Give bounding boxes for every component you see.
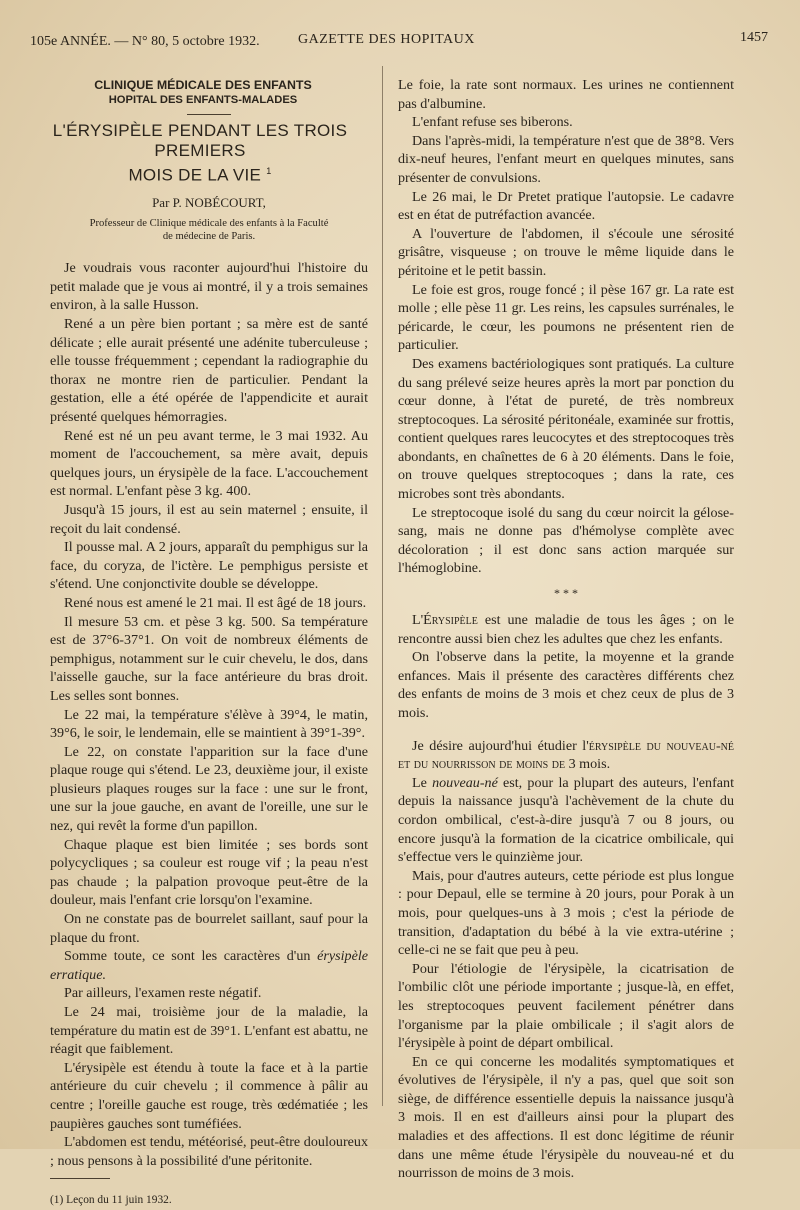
paragraph: L'enfant refuse ses biberons. <box>412 114 573 131</box>
paragraph: René a un père bien portant ; sa mère est de santé délicate ; elle aurait présenté une adénite tuberculeuse ; elle tousse fréquemment ; cependant la radiographie du thorax ne montre rien de particulier. Pendant la gestation, elle a été opérée de l'appendicite et aurait présenté quelques hémorragies. <box>50 316 368 425</box>
paragraph: Le streptocoque isolé du sang du cœur noircit la gélose-sang, mais ne donne pas d'hémolyse complète avec décoloration ; il est donc sans action marquée sur l'hémoglobine. <box>398 504 734 577</box>
paragraph: Le foie est gros, rouge foncé ; il pèse 167 gr. La rate est molle ; elle pèse 11 gr. Les reins, les capsules surrénales, le péricarde, le cœur, les poumons ne présentent rien de particulier. <box>398 281 734 354</box>
paragraph: Je voudrais vous raconter aujourd'hui l'histoire du petit malade que je vous ai montré, il y a trois semaines environ, à la salle Husson. <box>50 260 368 314</box>
right-column <box>398 76 734 1183</box>
paragraph: Le 24 mai, troisième jour de la maladie, la température du matin est de 39°1. L'enfant est abattu, ne réagit que faiblement. <box>50 1004 368 1058</box>
paragraph: Je désire aujourd'hui étudier l'érysipèle du nouveau-né et du nourrisson de moins de 3 mois. <box>398 737 734 773</box>
paragraph: Somme toute, ce sont les caractères d'un érysipèle erratique. <box>50 948 368 983</box>
paragraph: On ne constate pas de bourrelet saillant, sauf pour la plaque du front. <box>50 911 368 946</box>
paragraph: Le 22, on constate l'apparition sur la face d'une plaque rouge qui s'étend. Le 23, deuxième jour, il existe plusieurs plaques rouges sur la face : une sur le front, une sur la joue gauche, en avant de l'oreille, une sur le nez, qui revêt la forme d'un papillon. <box>50 743 368 835</box>
clinic-name: CLINIQUE MÉDICALE DES ENFANTS <box>94 78 312 92</box>
paragraph: On l'observe dans la petite, la moyenne et la grande enfances. Mais il présente des caractères différents chez des enfants de moins de 3 mois et chez ceux de plus de 3 mois. <box>398 649 734 721</box>
heading-rule <box>187 114 231 115</box>
paragraph: René nous est amené le 21 mai. Il est âgé de 18 jours. <box>64 594 367 611</box>
paragraph: Dans l'après-midi, la température n'est que de 38°8. Vers dix-neuf heures, l'enfant meurt en quelques minutes, sans présenter de convulsions. <box>398 132 734 186</box>
paragraph: Le 22 mai, la température s'élève à 39°4, le matin, 39°6, le soir, le lendemain, elle se maintient à 39°1-39°. <box>50 706 368 742</box>
paragraph: Pour l'étiologie de l'érysipèle, la cicatrisation de l'ombilic clôt une période importante ; jusque-là, en effet, les streptocoques peuvent facilement pénétrer dans l'organisme par la plaie ombilicale ; il s'agit alors de l'érysipèle à point de départ ombilical. <box>398 960 734 1052</box>
paragraph: Il mesure 53 cm. et pèse 3 kg. 500. Sa température est de 37°6-37°1. On voit de nombreux éléments de pemphigus, notamment sur le cuir chevelu, le dos, dans l'aisselle gauche, sur la face antérieure du bras droit. Les selles sont bonnes. <box>50 613 368 704</box>
title-line-1: L'ÉRYSIPÈLE PENDANT LES TROIS PREMIERS <box>52 121 348 160</box>
paragraph: Par ailleurs, l'examen reste négatif. <box>64 985 262 1002</box>
article-author: Par P. NOBÉCOURT, <box>152 194 266 210</box>
paragraph: Jusqu'à 15 jours, il est au sein maternel ; ensuite, il reçoit du lait condensé. <box>50 501 368 537</box>
page-header <box>30 30 768 54</box>
page-number: 1457 <box>740 30 768 45</box>
paragraph: Le foie, la rate sont normaux. Les urines ne contiennent pas d'albumine. <box>398 77 734 112</box>
issue-info: 105e ANNÉE. — N° 80, 5 octobre 1932. <box>30 34 260 49</box>
journal-title: GAZETTE DES HOPITAUX <box>298 32 475 47</box>
paragraph: Des examens bactériologiques sont pratiqués. La culture du sang prélevé seize heures après la mort par ponction du cœur donne, à l'état de pureté, de très nombreux streptocoques. La sérosité péritonéale, examinée sur frottis, contient quelques rares leucocytes et des streptocoques très abondants, en chaînettes de 6 à 20 éléments. Dans le foie, on trouve quelques streptocoques ; dans la rate, ces microbes sont très abondants. <box>398 355 734 503</box>
footnote: (1) Leçon du 11 juin 1932. <box>50 1194 172 1207</box>
section-asterism: * * * <box>554 586 578 601</box>
paragraph: Mais, pour d'autres auteurs, cette période est plus longue : pour Depaul, elle se termine à 20 jours, pour Porak à un mois, pour quelques-uns à 3 mois ; c'est la période de transition, d'adaptation du bébé à la vie extra-utérine ; celle-ci ne se fait que peu à peu. <box>398 867 734 959</box>
paragraph: Le nouveau-né est, pour la plupart des auteurs, l'enfant depuis la naissance jusqu'à l'achèvement de la chute du cordon ombilical, c'est-à-dire jusqu'à 7 ou 8 jours, ou encore jusqu'à la formation de la cicatrice ombilicale, qui s'effectue vers le quinzième jour. <box>398 774 735 866</box>
paragraph: L'abdomen est tendu, météorisé, peut-être douloureux ; nous pensons à la possibilité d'une péritonite. <box>50 1134 368 1169</box>
left-column <box>50 78 368 1210</box>
paragraph: A l'ouverture de l'abdomen, il s'écoule une sérosité grisâtre, visqueuse ; on trouve le même liquide dans le péritoine et le petit bassin. <box>398 225 734 279</box>
article-title <box>32 121 368 186</box>
column-divider <box>382 66 383 1106</box>
paragraph: L'Érysipèle est une maladie de tous les âges ; on le rencontre aussi bien chez les adultes que chez les enfants. <box>398 612 734 647</box>
paragraph: Il pousse mal. A 2 jours, apparaît du pemphigus sur la face, du coryza, de l'ictère. Le pemphigus persiste et s'étend. Une conjonctivite double se développe. <box>50 539 368 593</box>
footnote-rule <box>50 1178 110 1179</box>
clinic-heading <box>38 78 368 108</box>
title-line-2: MOIS DE LA VIE $^1$ <box>128 165 272 185</box>
paragraph: L'érysipèle est étendu à toute la face et à la partie antérieure du cuir chevelu ; il commence à pâlir au centre ; l'oreille gauche est rouge, très œdématiée ; les paupières gauches sont tuméfiées. <box>50 1059 368 1132</box>
paragraph: Le 26 mai, le Dr Pretet pratique l'autopsie. Le cadavre est en état de putréfaction avancée. <box>398 188 734 224</box>
footnote-marker: 1 <box>266 166 272 176</box>
paragraph: En ce qui concerne les modalités symptomatiques et évolutives de l'érysipèle, il n'y a pas, quel que soit son siège, de différence essentielle depuis la naissance jusqu'à 3 mois. Il en est d'ailleurs ainsi pour la plupart des maladies et des affections. Il est donc légitime de réunir dans une même étude l'érysipèle du nouveau-né et du nourrisson de moins de 3 mois. <box>398 1053 734 1182</box>
paragraph: Chaque plaque est bien limitée ; ses bords sont polycycliques ; sa couleur est rouge vif ; la peau n'est pas chaude ; la palpation provoque peut-être de la douleur, mais l'enfant crie lorsqu'on l'examine. <box>50 836 368 909</box>
paragraph: René est né un peu avant terme, le 3 mai 1932. Au moment de l'accouchement, sa mère avait, depuis quelques jours, un érysipèle de la face. L'accouchement est normal. L'enfant pèse 3 kg. 400. <box>50 427 368 500</box>
hospital-name: HOPITAL DES ENFANTS-MALADES <box>108 94 298 106</box>
author-affiliation: Professeur de Clinique médicale des enfants à la Faculté de médecine de Paris. <box>89 218 329 243</box>
